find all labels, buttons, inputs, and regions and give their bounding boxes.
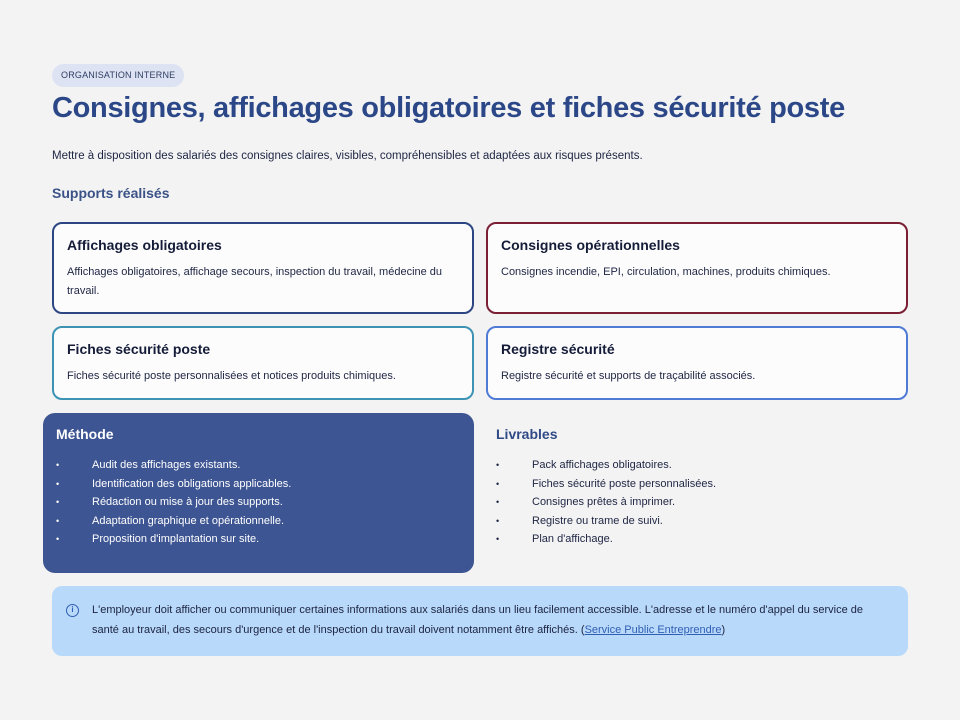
card-fiches-securite-poste: [52, 326, 474, 400]
page-subtitle: Mettre à disposition des salariés des consignes claires, visibles, compréhensibles et adaptées aux risques présents.: [52, 150, 643, 162]
list-item: • Registre ou trame de suivi.: [496, 512, 908, 531]
supports-section-title: Supports réalisés: [52, 185, 170, 201]
section-badge: ORGANISATION INTERNE: [52, 64, 184, 87]
card-consignes-operationnelles: [486, 222, 908, 314]
service-public-link[interactable]: Service Public Entreprendre: [584, 623, 722, 636]
card-affichages-obligatoires: [52, 222, 474, 314]
card-title: Consignes opérationnelles: [501, 237, 680, 253]
list-item: • Fiches sécurité poste personnalisées.: [496, 475, 908, 494]
card-text: Fiches sécurité poste personnalisées et notices produits chimiques.: [67, 370, 396, 382]
card-registre-securite: [486, 326, 908, 400]
info-icon: i: [66, 604, 79, 617]
list-item: • Adaptation graphique et opérationnelle.: [56, 512, 461, 531]
card-text: Affichages obligatoires, affichage secours, inspection du travail, médecine du travail.: [67, 266, 443, 297]
card-text: Registre sécurité et supports de traçabilité associés.: [501, 370, 756, 382]
list-item: • Audit des affichages existants.: [56, 456, 461, 475]
list-item: • Identification des obligations applicables.: [56, 475, 461, 494]
list-item: • Consignes prêtes à imprimer.: [496, 493, 908, 512]
card-title: Registre sécurité: [501, 341, 615, 357]
list-item: • Rédaction ou mise à jour des supports.: [56, 493, 461, 512]
card-text: Consignes incendie, EPI, circulation, machines, produits chimiques.: [501, 266, 831, 278]
notice-suffix: ): [721, 623, 726, 636]
card-title: Affichages obligatoires: [67, 237, 222, 253]
list-item: • Plan d'affichage.: [496, 530, 908, 549]
list-item: • Proposition d'implantation sur site.: [56, 530, 461, 549]
list-item: • Pack affichages obligatoires.: [496, 456, 908, 475]
notice-text: L'employeur doit afficher ou communiquer certaines informations aux salariés dans un lieu facilement accessible. L'adresse et le numéro d'appel du service de santé au travail, des secours d'urgence et de l'inspection du travail doivent notamment être affichés. (: [92, 604, 864, 636]
livrables-panel: [496, 413, 908, 573]
card-title: Fiches sécurité poste: [67, 341, 211, 357]
methode-title: Méthode: [56, 426, 114, 442]
livrables-list: [496, 456, 908, 549]
livrables-title: Livrables: [496, 426, 558, 442]
info-notice: [52, 586, 908, 656]
methode-panel: [43, 413, 474, 573]
methode-list: [56, 456, 461, 549]
page-title: Consignes, affichages obligatoires et fiches sécurité poste: [52, 92, 845, 124]
